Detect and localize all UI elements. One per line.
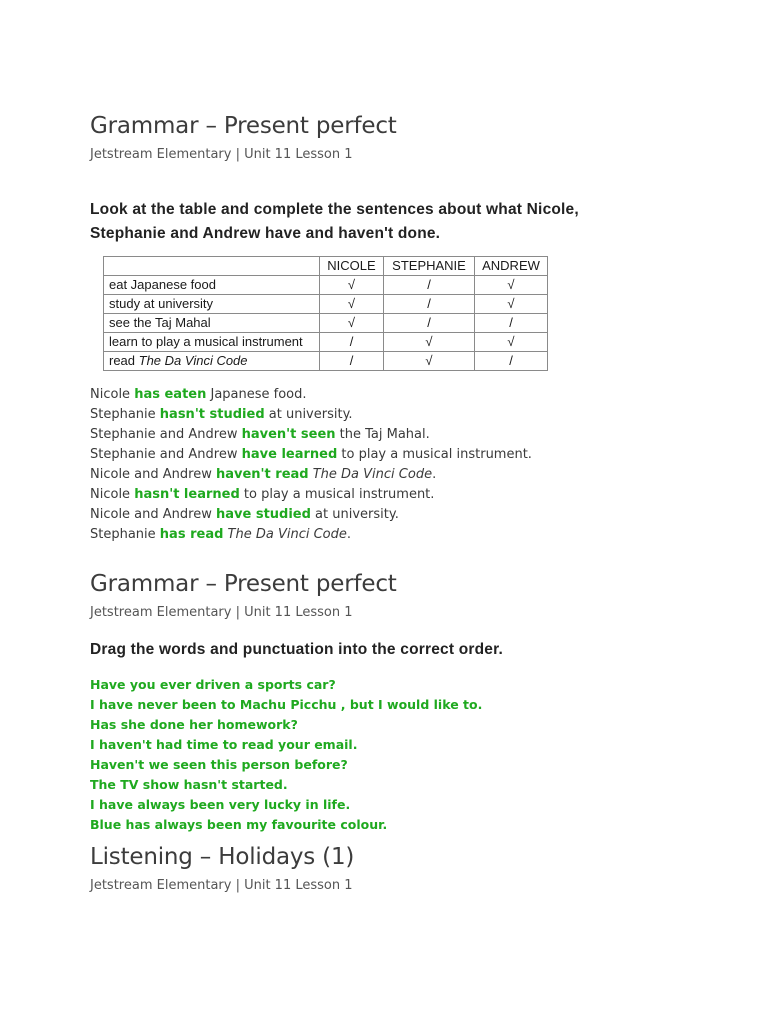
list-item: Has she done her homework?: [90, 717, 298, 732]
list-item: [90, 445, 690, 465]
table-mark: √: [384, 352, 475, 371]
table-activity: study at university: [104, 295, 320, 314]
table-mark: √: [320, 276, 384, 295]
list-item: I haven't had time to read your email.: [90, 737, 358, 752]
table-mark: √: [475, 333, 548, 352]
answer-text: have learned: [241, 447, 338, 462]
section-subtitle: Jetstream Elementary | Unit 11 Lesson 1: [90, 147, 353, 162]
completed-sentences: [90, 385, 690, 545]
table-header-andrew: ANDREW: [475, 257, 548, 276]
sentence-text: Stephanie and Andrew: [90, 447, 242, 462]
list-item: I have always been very lucky in life.: [90, 797, 351, 812]
sentence-text: Nicole: [90, 387, 135, 402]
sentence-text: Nicole and Andrew: [90, 467, 216, 482]
table-mark: /: [384, 295, 475, 314]
list-item: Have you ever driven a sports car?: [90, 677, 336, 692]
list-item: I have never been to Machu Picchu , but I would like to.: [90, 697, 483, 712]
ordered-answers: [90, 675, 690, 835]
section-title: Grammar – Present perfect: [90, 571, 397, 597]
instruction: Drag the words and punctuation into the correct order.: [90, 641, 503, 658]
sentence-text: at university.: [310, 507, 399, 522]
list-item: [90, 405, 690, 425]
list-item: [90, 485, 690, 505]
sentence-text: to play a musical instrument.: [337, 447, 532, 462]
table-activity: [104, 352, 320, 371]
table-mark: √: [475, 276, 548, 295]
table-header-row: [104, 257, 548, 276]
list-item: [90, 465, 690, 485]
instruction-line-1: Look at the table and complete the sentences about what Nicole,: [90, 201, 579, 218]
section-listening: [90, 843, 690, 894]
section-title: Grammar – Present perfect: [90, 113, 397, 139]
sentence-text: Stephanie: [90, 407, 160, 422]
list-item: [90, 385, 690, 405]
table-mark: √: [475, 295, 548, 314]
instruction-line-2: Stephanie and Andrew have and haven't done.: [90, 225, 441, 242]
table-mark: √: [384, 333, 475, 352]
book-title: The Da Vinci Code: [312, 467, 433, 482]
list-item: [90, 425, 690, 445]
answer-text: haven't seen: [241, 427, 336, 442]
sentence-text: .: [432, 467, 437, 482]
table-activity: learn to play a musical instrument: [104, 333, 320, 352]
table-corner-cell: [104, 257, 320, 276]
book-title: The Da Vinci Code: [227, 527, 347, 542]
table-mark: /: [320, 352, 384, 371]
answer-text: have studied: [215, 507, 311, 522]
table-activity: eat Japanese food: [104, 276, 320, 295]
answer-text: hasn't learned: [134, 487, 240, 502]
list-item: The TV show hasn't started.: [90, 777, 288, 792]
section-grammar-2: [90, 570, 690, 835]
answer-text: hasn't studied: [159, 407, 265, 422]
table-row: [104, 352, 548, 371]
activity-text: read: [109, 353, 139, 368]
book-title: The Da Vinci Code: [138, 353, 248, 368]
table-row: [104, 276, 548, 295]
section-subtitle: Jetstream Elementary | Unit 11 Lesson 1: [90, 878, 353, 893]
table-header-stephanie: STEPHANIE: [384, 257, 475, 276]
list-item: [90, 525, 690, 545]
sentence-text: the Taj Mahal.: [335, 427, 430, 442]
sentence-text: Japanese food.: [206, 387, 307, 402]
section-title: Listening – Holidays (1): [90, 844, 355, 870]
sentence-text: Stephanie: [90, 527, 160, 542]
sentence-text: .: [346, 527, 352, 542]
table-mark: /: [384, 314, 475, 333]
sentence-text: Nicole: [90, 487, 135, 502]
instruction: [90, 198, 690, 246]
sentence-text: Stephanie and Andrew: [90, 427, 242, 442]
answer-text: haven't read: [215, 467, 309, 482]
list-item: Haven't we seen this person before?: [90, 757, 348, 772]
sentence-text: at university.: [264, 407, 353, 422]
table-row: [104, 333, 548, 352]
list-item: Blue has always been my favourite colour.: [90, 817, 388, 832]
sentence-text: Nicole and Andrew: [90, 507, 216, 522]
answer-text: has read: [159, 527, 224, 542]
table-mark: /: [475, 314, 548, 333]
section-grammar-1: [90, 112, 690, 545]
sentence-text: to play a musical instrument.: [239, 487, 435, 502]
table-mark: √: [320, 314, 384, 333]
activities-table: [103, 256, 548, 371]
answer-text: has eaten: [134, 387, 207, 402]
table-activity: see the Taj Mahal: [104, 314, 320, 333]
table-mark: /: [475, 352, 548, 371]
list-item: [90, 505, 690, 525]
table-header-nicole: NICOLE: [320, 257, 384, 276]
table-mark: √: [320, 295, 384, 314]
table-row: [104, 314, 548, 333]
table-row: [104, 295, 548, 314]
table-mark: /: [320, 333, 384, 352]
section-subtitle: Jetstream Elementary | Unit 11 Lesson 1: [90, 605, 353, 620]
table-mark: /: [384, 276, 475, 295]
